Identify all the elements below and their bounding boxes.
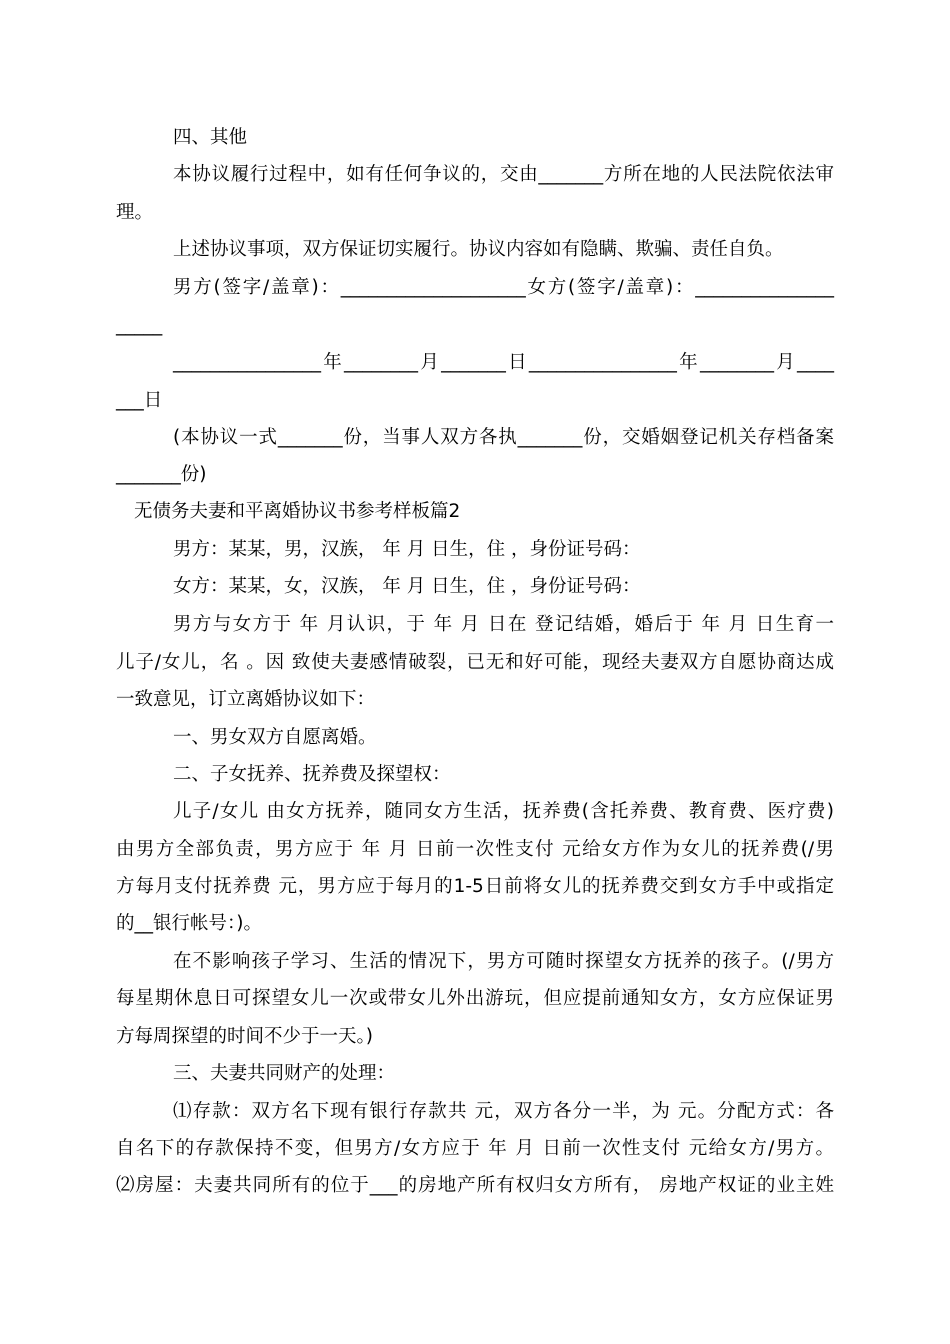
paragraph-line: ⑵房屋：夫妻共同所有的位于___的房地产所有权归女方所有， 房地产权证的业主姓 — [116, 1175, 834, 1196]
paragraph-line: 一致意见，订立离婚协议如下： — [116, 689, 376, 710]
paragraph-line: 每星期休息日可探望女儿一次或带女儿外出游玩，但应提前通知女方，女方应保证男 — [116, 988, 834, 1009]
paragraph-line: (本协议一式_______份，当事人双方各执_______份，交婚姻登记机关存档备案 — [173, 427, 834, 448]
section-heading-other: 四、其他 — [173, 127, 248, 148]
paragraph-line: 的__银行帐号：)。 — [116, 913, 262, 934]
paragraph-line: 自名下的存款保持不变，但男方/女方应于 年 月 日前一次性支付 元给女方/男方。 — [116, 1138, 834, 1159]
paragraph-line: 女方：某某，女，汉族， 年 月 日生，住 ，身份证号码： — [173, 576, 641, 597]
section-heading: 二、子女抚养、抚养费及探望权： — [173, 764, 451, 785]
paragraph-line: 方每周探望的时间不少于一天。) — [116, 1026, 373, 1047]
paragraph-line: 男方与女方于 年 月认识，于 年 月 日在 登记结婚，婚后于 年 月 日生育一 — [173, 614, 834, 635]
paragraph-line: 儿子/女儿 由女方抚养，随同女方生活，抚养费(含托养费、教育费、医疗费) — [173, 801, 834, 822]
paragraph-line: ⑴存款：双方名下现有银行存款共 元，双方各分一半，为 元。分配方式：各 — [173, 1101, 834, 1122]
paragraph-line: 在不影响孩子学习、生活的情况下，男方可随时探望女方抚养的孩子。(/男方 — [173, 951, 834, 972]
paragraph-line: 方每月支付抚养费 元，男方应于每月的1-5日前将女儿的抚养费交到女方手中或指定 — [116, 876, 834, 897]
section-heading: 三、夫妻共同财产的处理： — [173, 1063, 396, 1084]
signature-line: 男方(签字/盖章)：____________________女方(签字/盖章)：_______________ — [173, 277, 834, 298]
paragraph-line: 理。 — [116, 202, 154, 223]
paragraph-line: 儿子/女儿，名 。因 致使夫妻感情破裂，已无和好可能，现经夫妻双方自愿协商达成 — [116, 652, 834, 673]
date-line: ___日 — [116, 390, 163, 411]
paragraph-line: 由男方全部负责，男方应于 年 月 日前一次性支付 元给女方作为女儿的抚养费(/男 — [116, 839, 834, 860]
paragraph-line: 男方：某某，男，汉族， 年 月 日生，住 ，身份证号码： — [173, 539, 641, 560]
section-heading: 一、男女双方自愿离婚。 — [173, 727, 377, 748]
paragraph-line: _______份) — [116, 464, 207, 485]
date-line: ________________年________月_______日________________年________月____ — [173, 352, 834, 373]
signature-line: _____ — [116, 315, 163, 336]
paragraph-line: 本协议履行过程中，如有任何争议的，交由_______方所在地的人民法院依法审 — [173, 164, 834, 185]
section-title: 无债务夫妻和平离婚协议书参考样板篇2 — [134, 501, 461, 522]
paragraph-line: 上述协议事项，双方保证切实履行。协议内容如有隐瞒、欺骗、责任自负。 — [173, 239, 784, 260]
